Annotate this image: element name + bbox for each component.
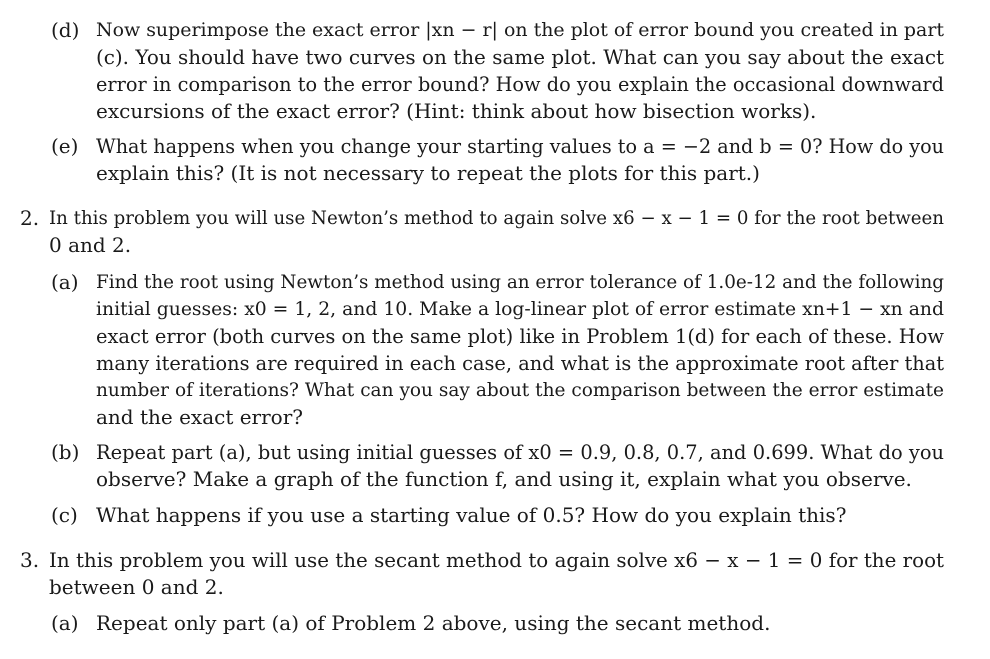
problem-3-line-2: between 0 and 2. xyxy=(49,575,224,599)
item-label-e: (e) xyxy=(51,134,79,158)
item-d-line-4: excursions of the exact error? (Hint: think about how bisection works). xyxy=(96,99,817,123)
problem-2-line-2: 0 and 2. xyxy=(49,233,132,257)
problem-3-line-1: In this problem you will use the secant method to again solve x6 − x − 1 = 0 for the root xyxy=(49,549,944,572)
problem-2a-line-6: and the exact error? xyxy=(96,405,303,429)
item-d-line-1: Now superimpose the exact error |xn − r| on the plot of error bound you created in part xyxy=(96,19,944,41)
problem-label-3: 3. xyxy=(20,548,40,572)
problem-2-line-1: In this problem you will use Newton’s method to again solve x6 − x − 1 = 0 for the root between xyxy=(49,208,944,229)
item-d-line-2: (c). You should have two curves on the same plot. What can you say about the exact xyxy=(96,46,944,69)
problem-2b-line-2: observe? Make a graph of the function f, and using it, explain what you observe. xyxy=(96,467,912,491)
item-label-d: (d) xyxy=(51,18,80,42)
problem-2a-label: (a) xyxy=(51,270,79,294)
problem-label-2: 2. xyxy=(20,206,40,230)
problem-2a-line-1: Find the root using Newton’s method using an error tolerance of 1.0e-12 and the following xyxy=(96,272,944,293)
problem-3a-line-1: Repeat only part (a) of Problem 2 above, using the secant method. xyxy=(96,611,771,635)
problem-2c-line-1: What happens if you use a starting value of 0.5? How do you explain this? xyxy=(96,503,847,527)
problem-2a-line-2: initial guesses: x0 = 1, 2, and 10. Make a log-linear plot of error estimate xn+1 − xn and xyxy=(96,299,944,320)
problem-2b-label: (b) xyxy=(51,440,80,464)
problem-2b-line-1: Repeat part (a), but using initial guesses of x0 = 0.9, 0.8, 0.7, and 0.699. What do you xyxy=(96,441,944,464)
item-e-line-2: explain this? (It is not necessary to repeat the plots for this part.) xyxy=(96,161,760,185)
problem-3a-label: (a) xyxy=(51,611,79,635)
problem-2a-line-5: number of iterations? What can you say about the comparison between the error estimate xyxy=(96,380,944,401)
problem-2a-line-4: many iterations are required in each case, and what is the approximate root after that xyxy=(96,352,944,375)
problem-2a-line-3: exact error (both curves on the same plot) like in Problem 1(d) for each of these. How xyxy=(96,325,944,348)
problem-2c-label: (c) xyxy=(51,503,78,527)
item-e-line-1: What happens when you change your starting values to a = −2 and b = 0? How do you xyxy=(96,135,944,158)
item-d-line-3: error in comparison to the error bound? How do you explain the occasional downward xyxy=(96,73,944,96)
